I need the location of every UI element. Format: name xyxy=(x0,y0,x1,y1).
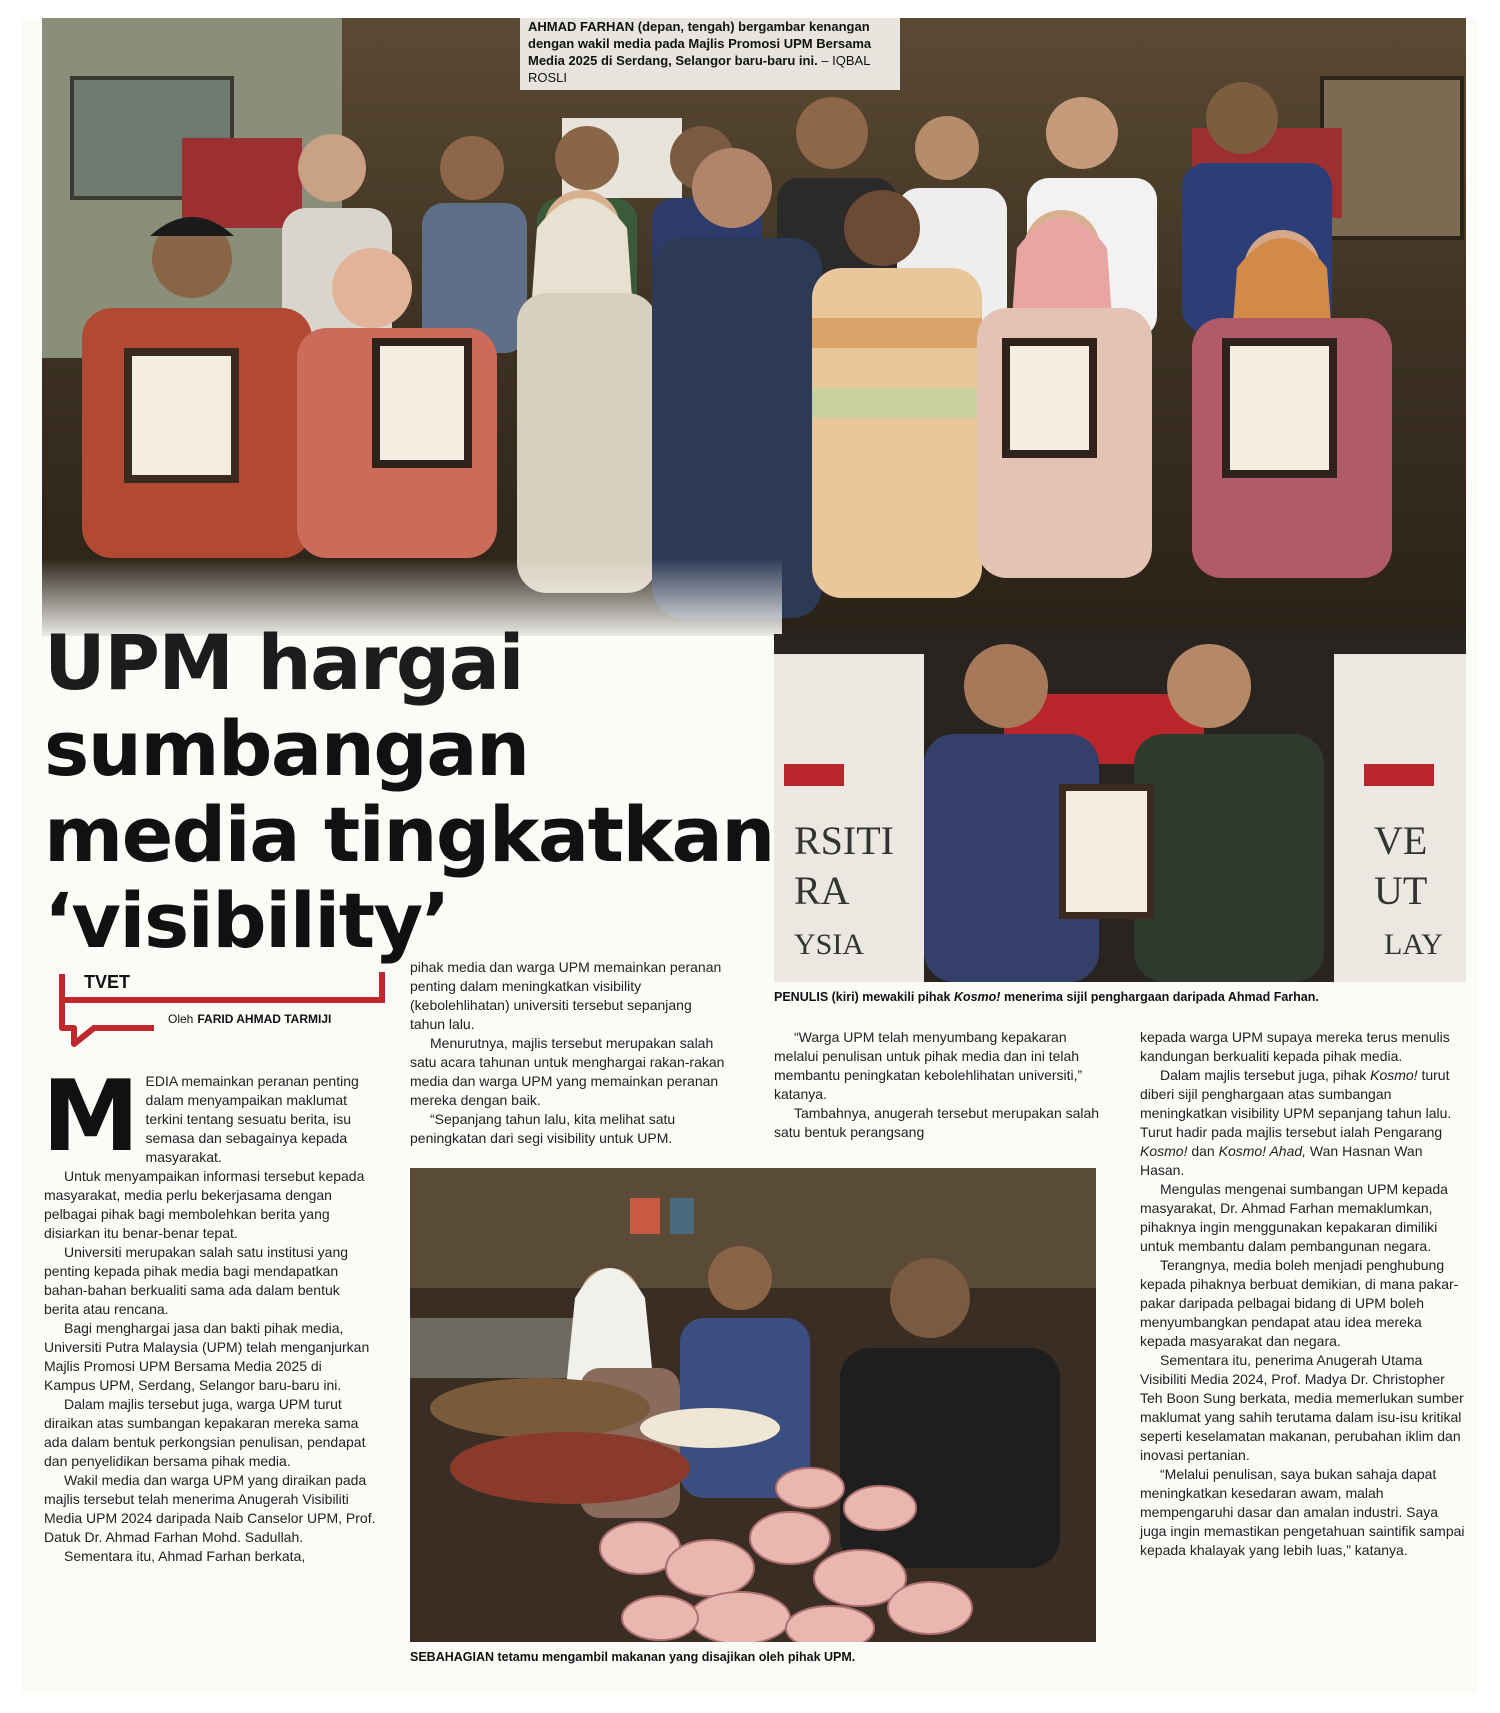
buffet-photo xyxy=(410,1168,1096,1642)
byline-author: FARID AHMAD TARMIJI xyxy=(197,1012,332,1026)
paragraph: Menurutnya, majlis tersebut merupakan salah satu acara tahunan untuk menghargai rakan-rakan media dan warga UPM yang memainkan peranan mereka dengan baik. xyxy=(410,1035,725,1108)
paragraph: Terangnya, media boleh menjadi penghubung kepada pihaknya berbuat demikian, di mana pakar-pakar daripada pelbagai bidang di UPM boleh menyumbangkan pendapat atau idea mereka kepada masyarakat dan negara. xyxy=(1140,1257,1459,1349)
svg-text:RSITI: RSITI xyxy=(794,818,894,863)
group-photo xyxy=(42,18,1466,636)
article-column-1 xyxy=(42,1060,376,1566)
paragraph: “Warga UPM telah menyumbang kepakaran melalui penulisan untuk pihak media dan ini telah membantu peningkatan kebolehlihatan universiti,” katanya. xyxy=(774,1029,1083,1102)
paragraph: “Sepanjang tahun lalu, kita melihat satu peningkatan dari segi visibility untuk UPM. xyxy=(410,1111,676,1146)
publication-name: Kosmo! xyxy=(1370,1067,1418,1083)
svg-text:YSIA: YSIA xyxy=(794,928,865,961)
byline-prefix: Oleh xyxy=(168,1012,194,1026)
paragraph-text: turut diberi sijil penghargaan atas sumbangan meningkatkan visibility UPM sepanjang tahun lalu. Turut hadir pada majlis tersebut ialah Pengarang xyxy=(1140,1067,1452,1140)
headline-line-2: sumbangan xyxy=(44,704,529,793)
lead-paragraph xyxy=(42,1060,376,1174)
buffet-photo-caption: SEBAHAGIAN tetamu mengambil makanan yang disajikan oleh pihak UPM. xyxy=(410,1650,856,1664)
cert-caption-suffix: menerima sijil penghargaan daripada Ahmad Farhan. xyxy=(1003,990,1319,1004)
paragraph-text: dan xyxy=(1191,1143,1215,1159)
lead-paragraph-text: EDIA memainkan peranan penting dalam menyampaikan maklumat terkini tentang sesuatu berita, isu semasa dan sebagainya kepada masyarakat. xyxy=(145,1073,359,1165)
paragraph: Sementara itu, penerima Anugerah Utama Visibiliti Media 2024, Prof. Madya Dr. Christopher Teh Boon Sung berkata, media memerlukan sumber maklumat yang sahih terutama dalam isu-isu kritikal seperti keselamatan makanan, perubahan iklim dan inovasi pertanian. xyxy=(1140,1352,1464,1463)
certificate-photo-caption xyxy=(774,990,1319,1004)
photo-credit: – IQBAL ROSLI xyxy=(528,53,870,85)
cert-caption-prefix: PENULIS (kiri) mewakili pihak xyxy=(774,990,951,1004)
newspaper-page xyxy=(22,18,1478,1694)
certificate-photo xyxy=(774,634,1466,982)
paragraph: Dalam majlis tersebut juga, warga UPM turut diraikan atas sumbangan kepakaran mereka sama ada dalam bentuk perkongsian penulisan, pendapat dan penyelidikan bersama pihak media. xyxy=(44,1396,366,1469)
svg-text:LAY: LAY xyxy=(1384,928,1443,961)
paragraph: Mengulas mengenai sumbangan UPM kepada masyarakat, Dr. Ahmad Farhan memaklumkan, pihaknya ingin menggunakan kepakaran dimiliki untuk membantu dalam pembangunan negara. xyxy=(1140,1181,1448,1254)
headline-line-1: UPM hargai xyxy=(44,618,524,707)
publication-name: Kosmo! Ahad, xyxy=(1218,1143,1307,1159)
paragraph: pihak media dan warga UPM memainkan peranan penting dalam meningkatkan visibility (kebolehlihatan) universiti tersebut sepanjang tahun lalu. xyxy=(410,959,722,1032)
headline-line-4: ‘visibility’ xyxy=(44,876,450,965)
byline xyxy=(168,1012,331,1026)
section-tag: TVET xyxy=(84,972,131,992)
top-photo-caption xyxy=(520,18,900,90)
paragraph: Tambahnya, anugerah tersebut merupakan salah satu bentuk perangsang xyxy=(774,1105,1100,1140)
paragraph: “Melalui penulisan, saya bukan sahaja dapat meningkatkan kesedaran awam, malah mempengaruhi dasar dan amalan industri. Saya juga ingin memastikan pengetahuan saintifik sampai kepada khalayak yang lebih luas,” katanya. xyxy=(1140,1466,1465,1558)
article-column-2 xyxy=(410,958,730,1148)
svg-text:VE: VE xyxy=(1374,818,1428,863)
paragraph: kepada warga UPM supaya mereka terus menulis kandungan berkualiti kepada pihak media. xyxy=(1140,1029,1450,1064)
article-column-4 xyxy=(1140,1028,1466,1560)
paragraph-text: Wan Hasnan Wan Hasan. xyxy=(1140,1143,1423,1178)
paragraph: Untuk menyampaikan informasi tersebut kepada masyarakat, media perlu bekerjasama dengan pelbagai pihak bagi membolehkan berita yang disiarkan itu benar-benar tepat. xyxy=(44,1168,365,1241)
drop-cap: M xyxy=(42,1060,140,1174)
paragraph xyxy=(1140,1066,1466,1180)
cert-caption-italic: Kosmo! xyxy=(953,990,1001,1004)
svg-text:UT: UT xyxy=(1374,868,1428,913)
paragraph: Wakil media dan warga UPM yang diraikan pada majlis tersebut telah menerima Anugerah Visibiliti Media UPM 2024 daripada Naib Canselor UPM, Prof. Datuk Dr. Ahmad Farhan Mohd. Sadullah. xyxy=(44,1472,376,1545)
paragraph: Universiti merupakan salah satu institusi yang penting kepada pihak media bagi mendapatkan bahan-bahan berkualiti sama ada dalam bentuk berita atau rencana. xyxy=(44,1244,349,1317)
section-tag-box xyxy=(44,968,386,1052)
paragraph: Bagi menghargai jasa dan bakti pihak media, Universiti Putra Malaysia (UPM) telah menganjurkan Majlis Promosi UPM Bersama Media 2025 di Kampus UPM, Serdang, Selangor baru-baru ini. xyxy=(44,1320,370,1393)
top-photo-caption-text: AHMAD FARHAN (depan, tengah) bergambar kenangan dengan wakil media pada Majlis Promosi UPM Bersama Media 2025 di Serdang, Selangor baru-baru ini. xyxy=(528,19,872,68)
article-column-3 xyxy=(774,1028,1104,1142)
svg-text:RA: RA xyxy=(794,868,850,913)
paragraph-text: Dalam majlis tersebut juga, pihak xyxy=(1160,1067,1367,1083)
headline-line-3: media tingkatkan xyxy=(44,790,774,879)
headline xyxy=(44,620,784,964)
publication-name: Kosmo! xyxy=(1140,1143,1188,1159)
paragraph: Sementara itu, Ahmad Farhan berkata, xyxy=(64,1548,306,1564)
